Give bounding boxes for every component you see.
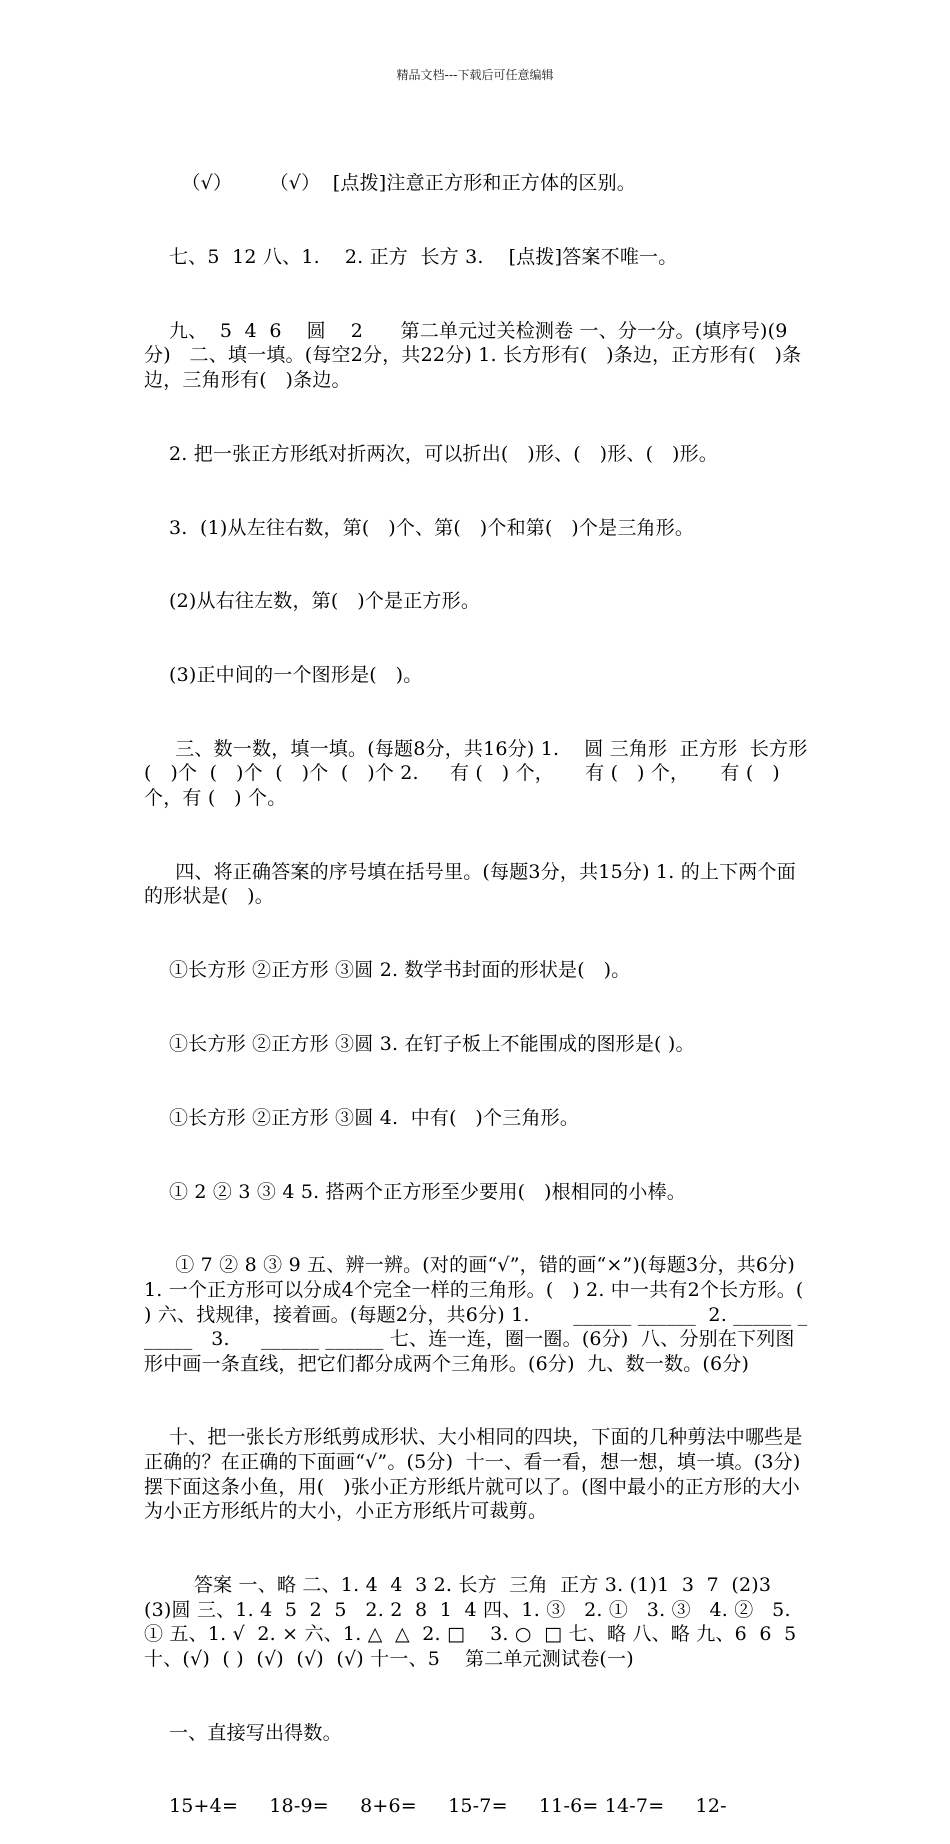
paragraph: 一、直接写出得数。 — [144, 1721, 342, 1744]
paragraph: 15+4= 18-9= 8+6= 15-7= 11-6= 14-7= 12- — [144, 1795, 727, 1818]
paragraph: ①长方形 ②正方形 ③圆 3. 在钉子板上不能围成的图形是( )。 — [144, 1032, 695, 1055]
paragraph: (3)正中间的一个图形是( )。 — [144, 664, 423, 687]
paragraph: ① 2 ② 3 ③ 4 5. 搭两个正方形至少要用( )根相同的小棒。 — [144, 1180, 686, 1203]
paragraph: 七、5 12 八、1. 2. 正方 长方 3. [点拨]答案不唯一。 — [144, 245, 678, 268]
paragraph: ① 7 ② 8 ③ 9 五、辨一辨。(对的画“√”，错的画“×”)(每题3分，共6分) 1. 一个正方形可以分成4个完全一样的三角形。( ) 2. 中一共有2个长方形。( ) 六、找规律，接着画。(每题2分，共6分) 1. ______ ______ 2. ______ ______ 3. ______ ______ 七、连一连，圈一圈。(6分) 八、分别在下列图形中画一条直线，把它们都分成两个三角形。(6分) 九、数一数。(6分) — [144, 1254, 823, 1375]
paragraph: 四、将正确答案的序号填在括号里。(每题3分，共15分) 1. 的上下两个面的形状是( )。 — [144, 860, 796, 908]
page-header: 精品文档---下载后可任意编辑 — [396, 68, 554, 82]
paragraph: ①长方形 ②正方形 ③圆 2. 数学书封面的形状是( )。 — [144, 959, 631, 982]
paragraph: （√） （√） [点拨]注意正方形和正方体的区别。 — [144, 172, 636, 195]
document-body — [144, 122, 823, 1844]
paragraph: ①长方形 ②正方形 ③圆 4. 中有( )个三角形。 — [144, 1106, 580, 1129]
paragraph: 十、把一张长方形纸剪成形状、大小相同的四块，下面的几种剪法中哪些是正确的？在正确的下面画“√”。(5分) 十一、看一看，想一想，填一填。(3分) 摆下面这条小鱼，用( )张小正方形纸片就可以了。(图中最小的正方形的大小为小正方形纸片的大小，小正方形纸片可裁剪。 — [144, 1426, 807, 1523]
paragraph: 九、 5 4 6 圆 2 第二单元过关检测卷 一、分一分。(填序号)(9分) 二、填一填。(每空2分，共22分) 1. 长方形有( )条边，正方形有( )条边，三角形有( )条边。 — [144, 319, 802, 391]
paragraph: 2. 把一张正方形纸对折两次，可以折出( )形、( )形、( )形。 — [144, 442, 718, 465]
paragraph: 3. (1)从左往右数，第( )个、第( )个和第( )个是三角形。 — [144, 516, 695, 539]
paragraph: (2)从右往左数，第( )个是正方形。 — [144, 590, 481, 613]
paragraph: 答案 一、略 二、1. 4 4 3 2. 长方 三角 正方 3. (1)1 3 7 (2)3 (3)圆 三、1. 4 5 2 5 2. 2 8 1 4 四、1. ③ 2. ① 3. ③ 4. ② 5. ① 五、1. √ 2. × 六、1. △ △ 2. □ 3. ○ □ 七、略 八、略 九、6 6 5 十、(√) ( ) (√) (√) (√) 十一、5 第二单元测试卷(一) — [144, 1574, 803, 1670]
paragraph: 三、数一数，填一填。(每题8分，共16分) 1. 圆 三角形 正方形 长方形 ( )个 ( )个 ( )个 ( )个 2. 有 ( ) 个， 有 ( ) 个， 有 ( ) 个，有 ( ) 个。 — [144, 737, 820, 810]
